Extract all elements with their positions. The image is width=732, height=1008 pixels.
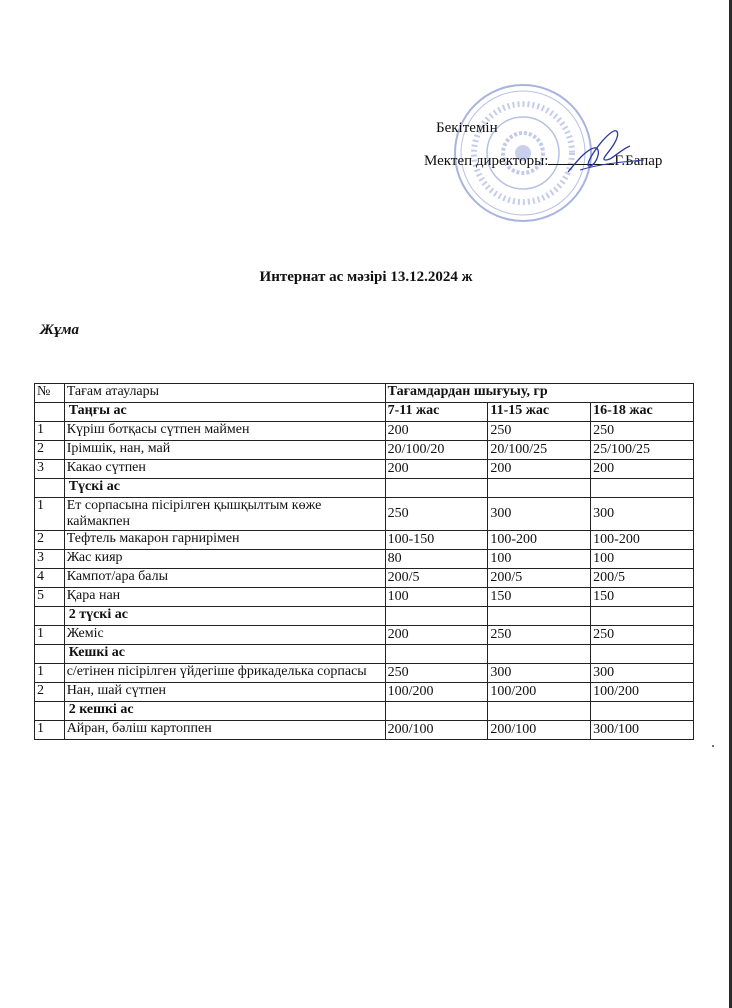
section-name: Таңғы ас: [64, 403, 385, 422]
empty-cell: [488, 702, 591, 721]
dish-name: Какао сүтпен: [64, 460, 385, 479]
table-row: [35, 588, 694, 607]
col-output-header: Тағамдардан шығуыу, гр: [385, 384, 693, 403]
section-row: [35, 607, 694, 626]
portion-value: 150: [591, 588, 694, 607]
row-number: 4: [35, 569, 65, 588]
portion-value: 200/5: [591, 569, 694, 588]
empty-cell: [591, 607, 694, 626]
menu-table-body: [35, 403, 694, 740]
portion-value: 300: [591, 498, 694, 531]
scan-speck: [712, 745, 714, 747]
row-number: 1: [35, 664, 65, 683]
director-name: Г.Бапар: [614, 153, 663, 169]
portion-value: 100-200: [488, 531, 591, 550]
col-name-header: Тағам атаулары: [64, 384, 385, 403]
section-name: Түскі ас: [64, 479, 385, 498]
empty-cell: [385, 702, 488, 721]
empty-cell: [488, 479, 591, 498]
table-row: [35, 498, 694, 531]
empty-cell: [385, 645, 488, 664]
empty-cell: [591, 645, 694, 664]
row-number: 3: [35, 460, 65, 479]
portion-value: 300/100: [591, 721, 694, 740]
portion-value: 200/100: [488, 721, 591, 740]
portion-value: 200/5: [385, 569, 488, 588]
portion-value: 300: [591, 664, 694, 683]
row-number: 5: [35, 588, 65, 607]
dish-name: Жеміс: [64, 626, 385, 645]
dish-name: Жас кияр: [64, 550, 385, 569]
portion-value: 100-200: [591, 531, 694, 550]
portion-value: 150: [488, 588, 591, 607]
portion-value: 200/100: [385, 721, 488, 740]
table-row: [35, 721, 694, 740]
empty-cell: [591, 479, 694, 498]
row-number: 1: [35, 721, 65, 740]
dish-name: с/етінен пісірілген үйдегіше фрикаделька сорпасы: [64, 664, 385, 683]
row-number: 2: [35, 441, 65, 460]
empty-cell: [385, 479, 488, 498]
approve-label: Бекітемін: [436, 120, 498, 136]
section-num-cell: [35, 607, 65, 626]
table-row: [35, 569, 694, 588]
empty-cell: [385, 607, 488, 626]
portion-value: 200: [488, 460, 591, 479]
row-number: 1: [35, 626, 65, 645]
dish-name: Айран, бәліш картоппен: [64, 721, 385, 740]
section-name: 2 кешкі ас: [64, 702, 385, 721]
dish-name: Тефтель макарон гарнирімен: [64, 531, 385, 550]
weekday-label: Жұма: [40, 322, 80, 338]
empty-cell: [488, 645, 591, 664]
age-group-header: 7-11 жас: [385, 403, 488, 422]
section-num-cell: [35, 479, 65, 498]
section-row: [35, 702, 694, 721]
document-title: Интернат ас мәзірі 13.12.2024 ж: [259, 269, 473, 285]
table-row: [35, 550, 694, 569]
portion-value: 100/200: [591, 683, 694, 702]
age-group-header: 16-18 жас: [591, 403, 694, 422]
portion-value: 200/5: [488, 569, 591, 588]
portion-value: 250: [385, 498, 488, 531]
row-number: 3: [35, 550, 65, 569]
section-name: Кешкі ас: [64, 645, 385, 664]
portion-value: 250: [488, 422, 591, 441]
table-row: [35, 626, 694, 645]
portion-value: 20/100/20: [385, 441, 488, 460]
handwritten-signature: [560, 120, 650, 182]
portion-value: 300: [488, 498, 591, 531]
portion-value: 300: [488, 664, 591, 683]
portion-value: 20/100/25: [488, 441, 591, 460]
table-row: [35, 441, 694, 460]
portion-value: 250: [488, 626, 591, 645]
portion-value: 100: [488, 550, 591, 569]
portion-value: 200: [385, 626, 488, 645]
section-row: [35, 479, 694, 498]
portion-value: 100/200: [385, 683, 488, 702]
age-group-header: 11-15 жас: [488, 403, 591, 422]
section-name: 2 түскі ас: [64, 607, 385, 626]
table-header-row: [35, 384, 694, 403]
row-number: 2: [35, 683, 65, 702]
portion-value: 250: [591, 626, 694, 645]
empty-cell: [591, 702, 694, 721]
section-num-cell: [35, 702, 65, 721]
section-num-cell: [35, 403, 65, 422]
portion-value: 80: [385, 550, 488, 569]
empty-cell: [488, 607, 591, 626]
col-num-header: №: [35, 384, 65, 403]
dish-name: Нан, шай сүтпен: [64, 683, 385, 702]
director-label: Мектеп директоры:: [424, 153, 549, 169]
portion-value: 200: [385, 460, 488, 479]
section-row: [35, 645, 694, 664]
table-row: [35, 683, 694, 702]
dish-name: Кампот/ара балы: [64, 569, 385, 588]
portion-value: 100: [385, 588, 488, 607]
dish-name: Ірімшік, нан, май: [64, 441, 385, 460]
portion-value: 25/100/25: [591, 441, 694, 460]
menu-table: [34, 383, 694, 740]
dish-name: Күріш ботқасы сүтпен маймен: [64, 422, 385, 441]
portion-value: 250: [591, 422, 694, 441]
section-num-cell: [35, 645, 65, 664]
dish-name: Қара нан: [64, 588, 385, 607]
table-row: [35, 531, 694, 550]
row-number: 1: [35, 422, 65, 441]
portion-value: 100: [591, 550, 694, 569]
row-number: 1: [35, 498, 65, 531]
table-row: [35, 422, 694, 441]
portion-value: 200: [385, 422, 488, 441]
section-row: [35, 403, 694, 422]
portion-value: 250: [385, 664, 488, 683]
table-row: [35, 460, 694, 479]
portion-value: 100-150: [385, 531, 488, 550]
row-number: 2: [35, 531, 65, 550]
portion-value: 100/200: [488, 683, 591, 702]
table-row: [35, 664, 694, 683]
dish-name: Ет сорпасына пісірілген қышқылтым көже каймакпен: [64, 498, 385, 531]
portion-value: 200: [591, 460, 694, 479]
